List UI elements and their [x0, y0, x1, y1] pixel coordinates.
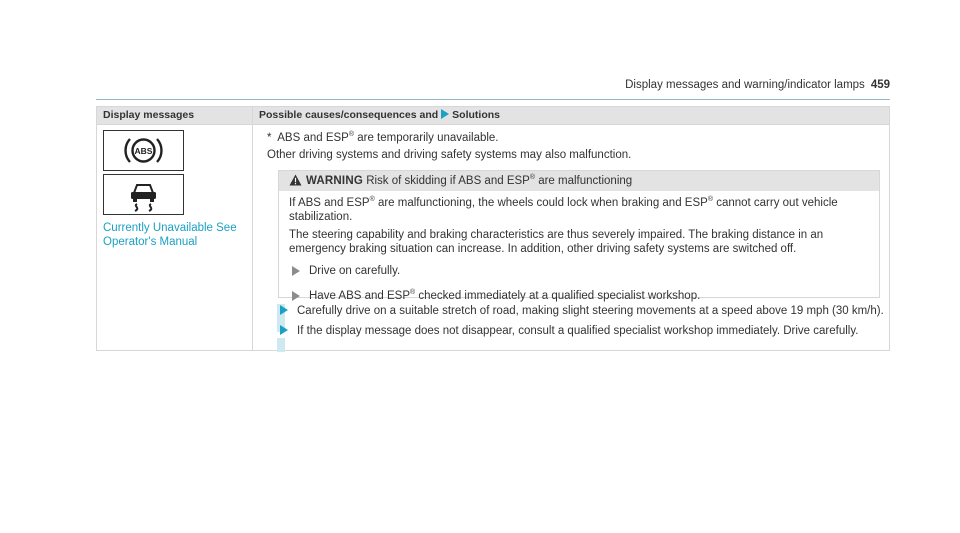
display-message-text[interactable]: Currently Unavailable See Operator's Manual [103, 222, 237, 248]
header-text [625, 79, 890, 91]
intro-line2: Other driving systems and driving safety systems may also malfunction. [267, 149, 632, 161]
warning-step-2-post: checked immediately at a qualified specialist workshop. [418, 290, 701, 302]
intro-line1 [267, 131, 879, 145]
col-header-solutions-label: Solutions [452, 109, 501, 121]
warning-label: WARNING [306, 175, 363, 187]
warning-p1-pre: If ABS and ESP [289, 197, 370, 209]
solution-step-1 [277, 304, 885, 318]
table-header [97, 107, 889, 124]
intro-line1-post: are temporarily unavailable. [357, 132, 499, 144]
reg-mark: ® [529, 174, 535, 181]
warning-step-1 [289, 264, 874, 278]
warning-title [289, 174, 632, 188]
page-number: 459 [870, 79, 890, 91]
warning-paragraph-2: The steering capability and braking characteristics are thus severely impaired. The braking distance in an emergency braking situation can increase. In addition, other driving safety systems are switched off. [289, 229, 824, 255]
solution-step-2-text: If the display message does not disappear, consult a qualified specialist workshop immediately. Drive carefully. [297, 325, 859, 337]
section-title: Display messages and warning/indicator lamps [625, 79, 865, 91]
svg-text:ABS: ABS [134, 146, 153, 156]
warning-title-post: are malfunctioning [538, 175, 633, 187]
header-divider [97, 124, 889, 125]
abs-warning-icon [103, 130, 184, 171]
solution-step-1-text: Carefully drive on a suitable stretch of road, making slight steering movements at a speed above 19 mph (30 km/h). [297, 305, 884, 317]
warning-title-pre: Risk of skidding if ABS and ESP [366, 175, 530, 187]
arrow-right-icon [441, 109, 449, 119]
display-message-table [96, 106, 890, 351]
warning-p1-post: cannot carry out vehicle stabilization. [289, 197, 838, 223]
footnote-marker: * [267, 132, 272, 144]
col-header-display-messages: Display messages [103, 109, 195, 121]
warning-header [279, 171, 879, 191]
step-arrow-icon [280, 325, 288, 335]
reg-mark: ® [348, 131, 355, 138]
header-rule [96, 99, 890, 100]
reg-mark: ® [707, 196, 713, 203]
warning-triangle-icon [289, 174, 302, 186]
col-header-causes-label: Possible causes/consequences and [259, 109, 439, 121]
step-arrow-icon [280, 305, 288, 315]
solution-steps [277, 304, 885, 338]
intro-line1-pre: ABS and ESP [277, 132, 349, 144]
esp-skid-icon [103, 174, 184, 215]
reg-mark: ® [410, 289, 416, 296]
warning-step-2 [289, 289, 874, 303]
reg-mark: ® [369, 196, 375, 203]
warning-p1-mid: are malfunctioning, the wheels could lock when braking and ESP [377, 197, 708, 209]
warning-body [289, 196, 874, 303]
warning-box [278, 170, 880, 302]
step-highlight [277, 338, 285, 352]
warning-step-2-pre: Have ABS and ESP [309, 290, 411, 302]
column-divider [252, 107, 253, 350]
step-arrow-icon [292, 266, 300, 276]
col-header-causes [259, 109, 500, 121]
step-arrow-icon [292, 291, 300, 301]
warning-paragraph-1 [289, 196, 874, 224]
solution-step-2 [277, 324, 885, 338]
warning-step-1-text: Drive on carefully. [309, 265, 401, 277]
intro-text [267, 131, 879, 162]
